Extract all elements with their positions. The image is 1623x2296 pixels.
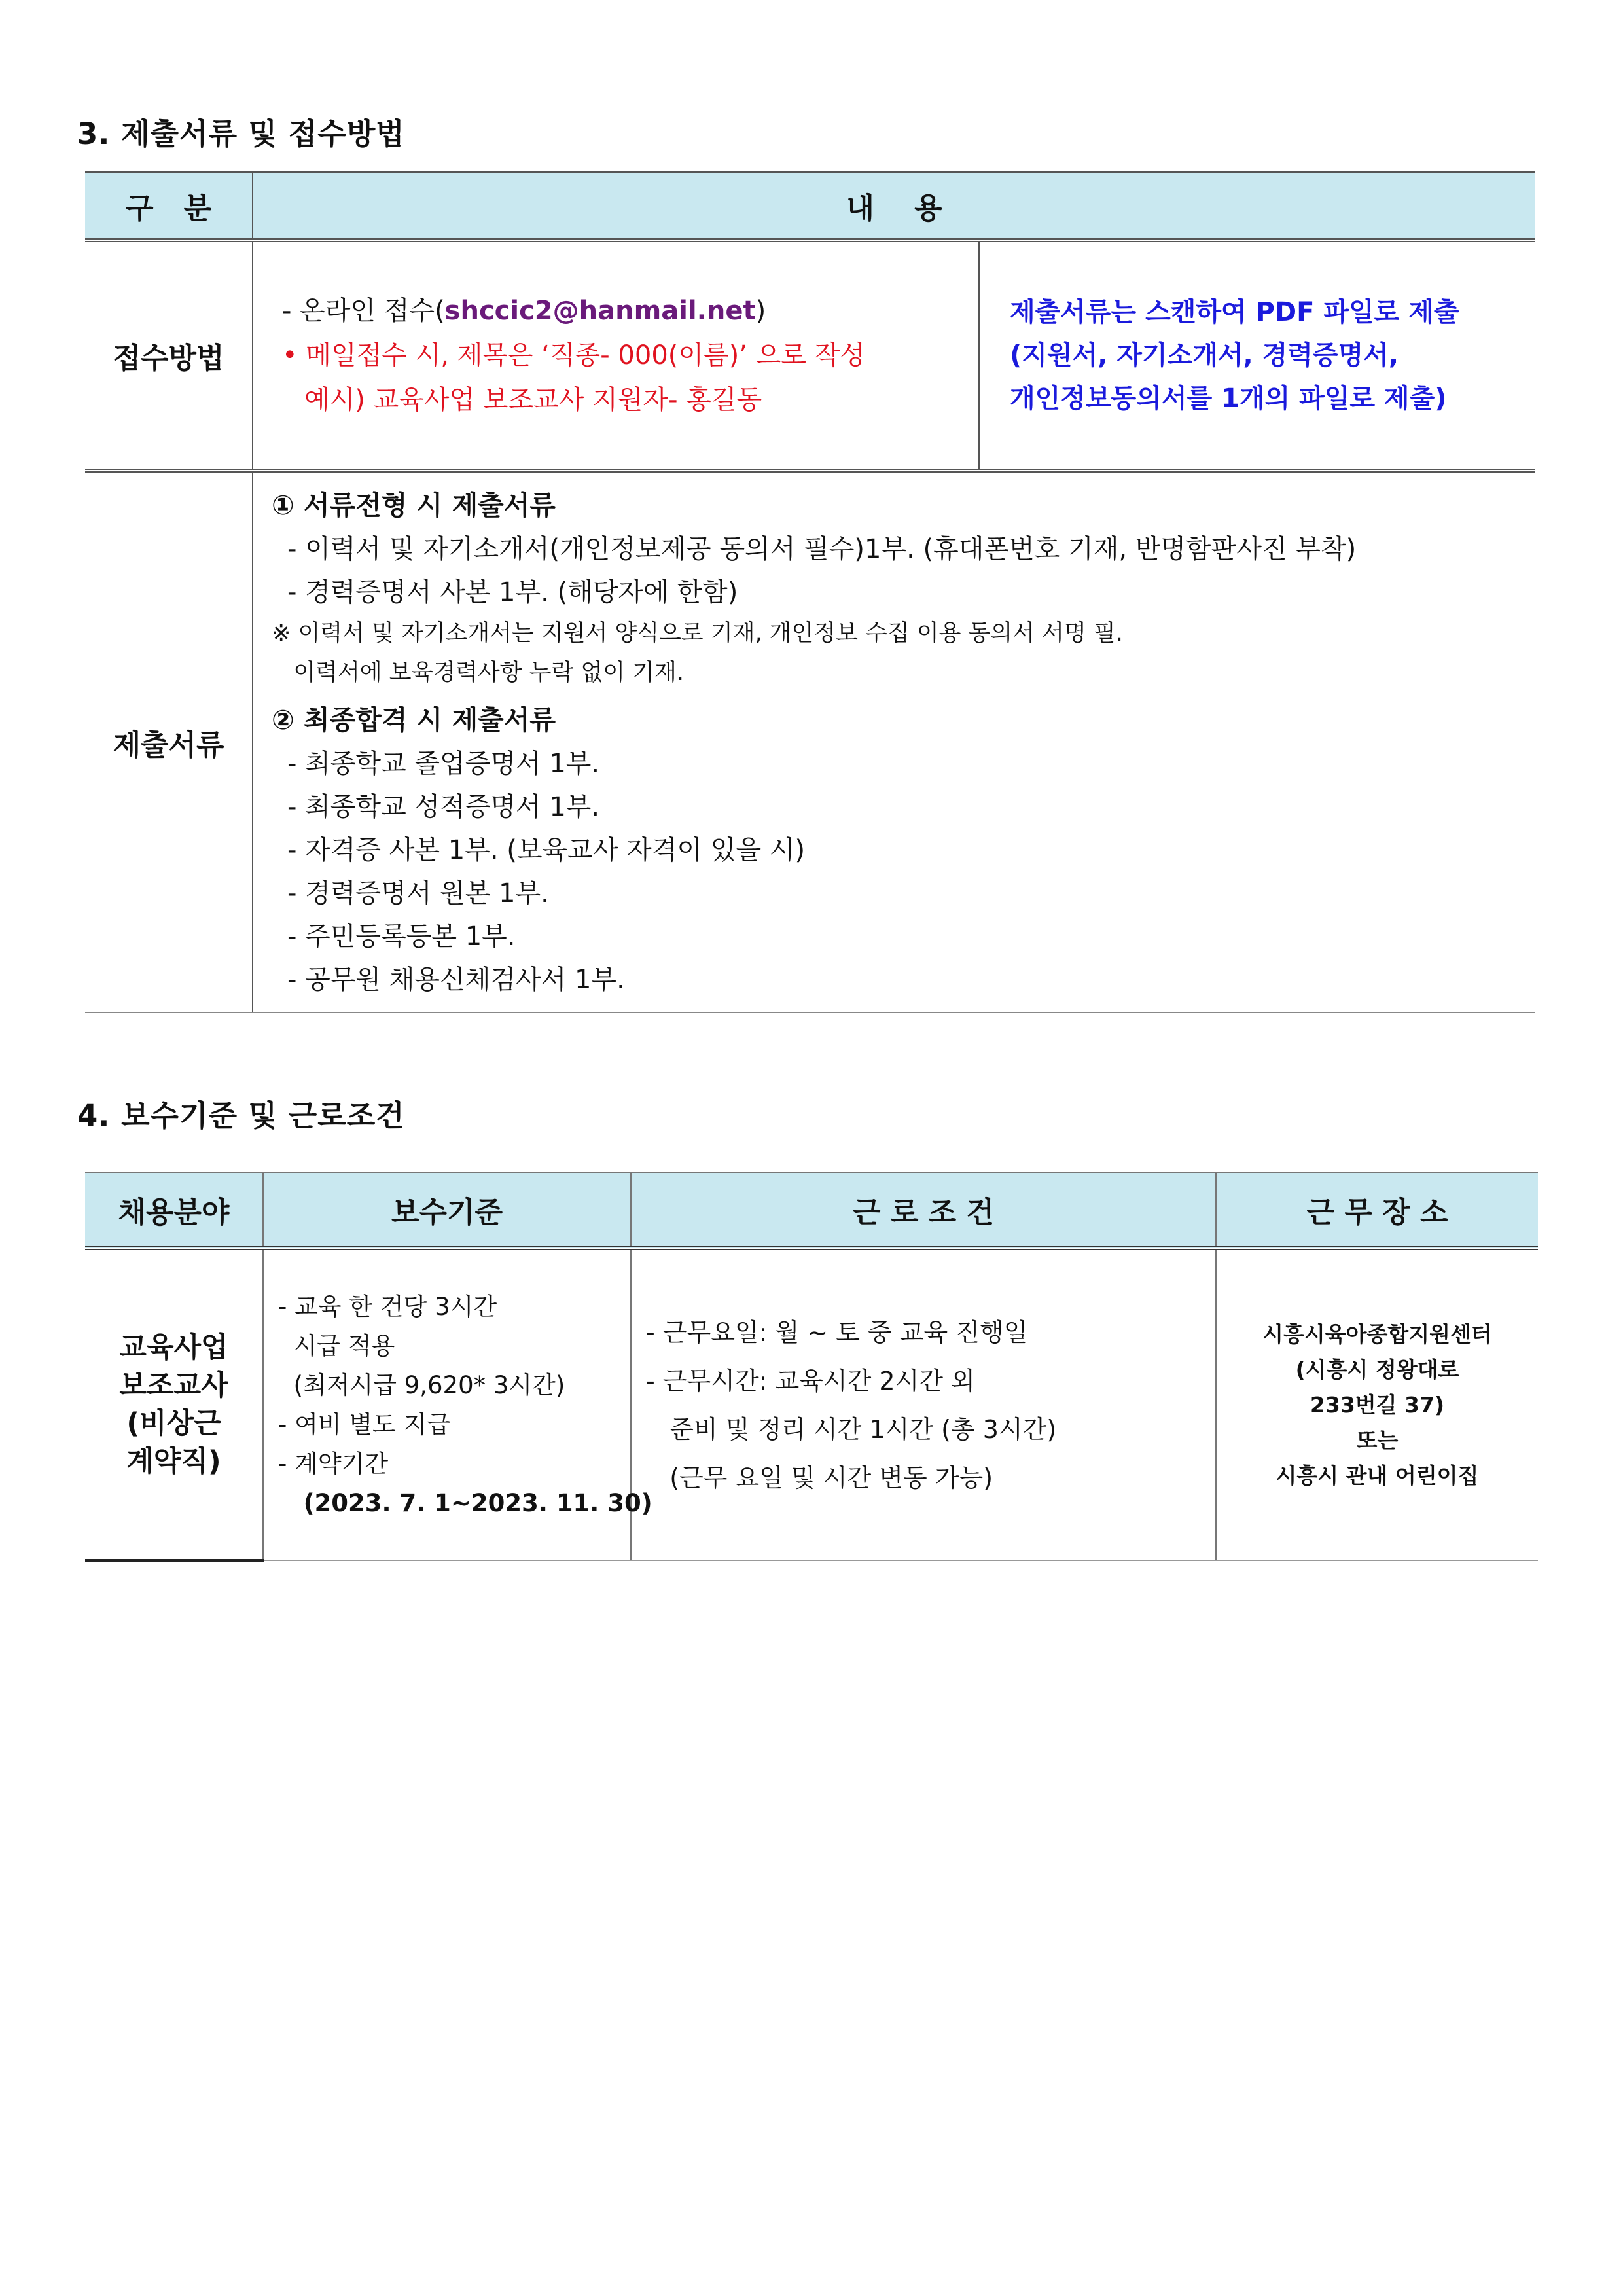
- work-conditions: [631, 1248, 1216, 1560]
- workplace-line: 또는: [1356, 1427, 1399, 1453]
- workplace-line: (시흥시 정왕대로: [1295, 1356, 1459, 1382]
- pay-line: 시급 적용: [278, 1331, 395, 1360]
- doc-stage-item: - 이력서 및 자기소개서(개인정보제공 동의서 필수)1부. (휴대폰번호 기재, 반명함판사진 부착): [287, 534, 1357, 564]
- documents-label: 제출서류: [85, 471, 253, 1013]
- job-field-line: 교육사업: [119, 1331, 228, 1364]
- documents-row: [85, 471, 1535, 1013]
- pay-line: - 교육 한 건당 3시간: [278, 1292, 497, 1321]
- final-stage-item: - 주민등록등본 1부.: [287, 922, 516, 952]
- submission-table-header: [85, 172, 1535, 240]
- workplace-line: 233번길 37): [1310, 1391, 1445, 1418]
- final-stage-item: - 자격증 사본 1부. (보육교사 자격이 있을 시): [287, 835, 806, 865]
- pdf-note-line: 개인정보동의서를 1개의 파일로 제출): [1010, 384, 1447, 414]
- pay-standard: [263, 1248, 652, 1560]
- header-field: 채용분야: [85, 1172, 263, 1248]
- apply-method-row: [85, 240, 1535, 471]
- pay-table-row: [85, 1248, 1538, 1560]
- workplace-line: 시흥시육아종합지원센터: [1262, 1321, 1492, 1347]
- header-pay: 보수기준: [263, 1172, 631, 1248]
- final-stage-title: ② 최종합격 시 제출서류: [272, 704, 556, 736]
- online-apply-line: [282, 289, 978, 333]
- job-field: [85, 1248, 263, 1560]
- condition-line: - 근무시간: 교육시간 2시간 외: [646, 1366, 975, 1395]
- pay-conditions-table: [85, 1172, 1538, 1562]
- condition-line: (근무 요일 및 시간 변동 가능): [646, 1463, 993, 1492]
- doc-stage-title: ① 서류전형 시 제출서류: [272, 490, 556, 521]
- job-field-line: 보조교사: [119, 1369, 228, 1402]
- job-field-line: (비상근: [126, 1407, 221, 1440]
- pdf-note-line: 제출서류는 스캔하여 PDF 파일로 제출: [1010, 297, 1459, 327]
- pay-line: - 계약기간: [278, 1449, 389, 1478]
- apply-method-label: 접수방법: [85, 240, 253, 471]
- documents-details: [253, 471, 1535, 1013]
- online-apply-suffix: ): [755, 296, 766, 326]
- section-3-title: 3. 제출서류 및 접수방법: [77, 117, 405, 151]
- final-stage-item: - 공무원 채용신체검사서 1부.: [287, 965, 625, 995]
- pdf-submission-note: [979, 240, 1535, 471]
- workplace-line: 시흥시 관내 어린이집: [1275, 1462, 1479, 1488]
- section-4-title: 4. 보수기준 및 근로조건: [77, 1098, 405, 1133]
- header-category: 구 분: [85, 172, 253, 240]
- final-stage-item: - 최종학교 졸업증명서 1부.: [287, 749, 600, 779]
- workplace: [1216, 1248, 1538, 1560]
- pay-line: (최저시급 9,620* 3시간): [278, 1371, 565, 1399]
- condition-line: - 근무요일: 월 ~ 토 중 교육 진행일: [646, 1318, 1028, 1347]
- final-stage-item: - 경력증명서 원본 1부.: [287, 878, 549, 908]
- pay-table-header: [85, 1172, 1538, 1248]
- mail-subject-rule: • 메일접수 시, 제목은 ‘직종- 000(이름)’ 으로 작성: [282, 340, 865, 370]
- header-conditions: 근 로 조 건: [631, 1172, 1216, 1248]
- contract-period: (2023. 7. 1~2023. 11. 30): [278, 1488, 652, 1517]
- doc-note: 이력서에 보육경력사항 누락 없이 기재.: [272, 660, 684, 686]
- condition-line: 준비 및 정리 시간 1시간 (총 3시간): [646, 1414, 1057, 1444]
- header-content: 내 용: [253, 172, 1535, 240]
- mail-subject-example: 예시) 교육사업 보조교사 지원자- 홍길동: [304, 385, 762, 415]
- doc-stage-item: - 경력증명서 사본 1부. (해당자에 한함): [287, 577, 738, 607]
- pdf-note-line: (지원서, 자기소개서, 경력증명서,: [1010, 340, 1399, 370]
- online-apply-text: - 온라인 접수(: [282, 296, 445, 326]
- job-field-line: 계약직): [126, 1445, 221, 1478]
- submission-table: [85, 171, 1535, 1013]
- pay-line: - 여비 별도 지급: [278, 1410, 451, 1439]
- email-address[interactable]: shccic2@hanmail.net: [444, 296, 756, 326]
- final-stage-item: - 최종학교 성적증명서 1부.: [287, 792, 600, 822]
- header-workplace: 근 무 장 소: [1216, 1172, 1538, 1248]
- apply-method-details: [253, 240, 979, 471]
- doc-note: ※ 이력서 및 자기소개서는 지원서 양식으로 기재, 개인정보 수집 이용 동의서 서명 필.: [272, 620, 1123, 647]
